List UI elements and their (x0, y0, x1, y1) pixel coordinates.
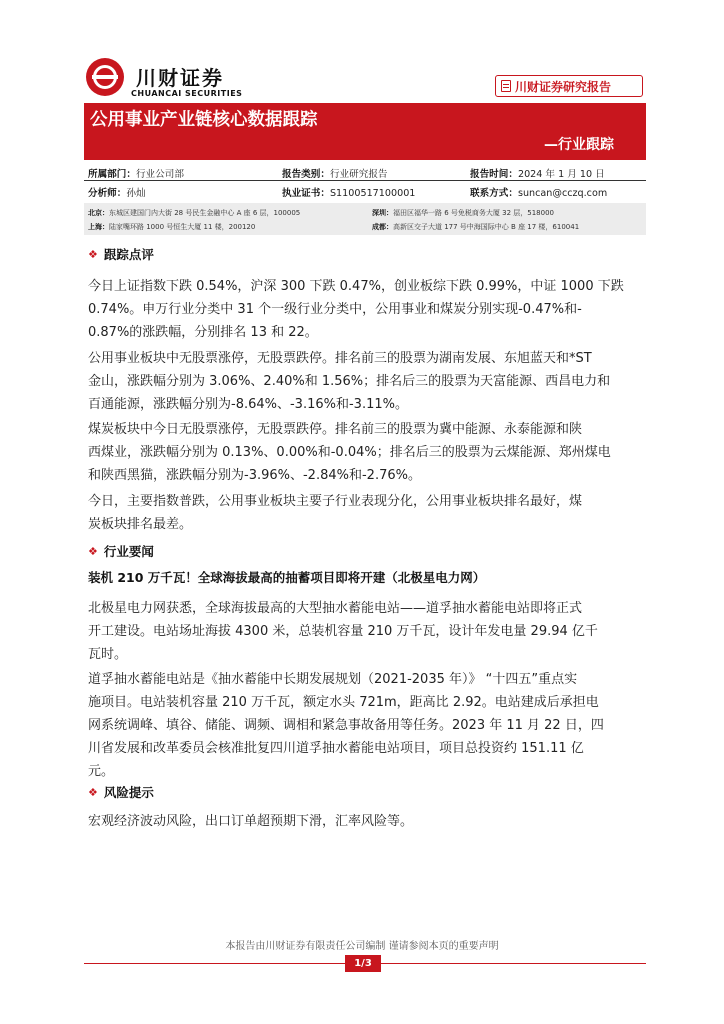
page-number: 1/3 (345, 955, 381, 972)
info-cert (282, 185, 415, 199)
diamond-bullet-icon: ❖ (88, 544, 98, 558)
diamond-bullet-icon: ❖ (88, 247, 98, 261)
type-value: 行业研究报告 (329, 169, 388, 180)
info-analyst (88, 185, 146, 199)
review-p3-line2: 西煤业，涨跌幅分别为 0.13%、0.00%和-0.04%；排名后三的股票为云煤能源、郑州煤电 (88, 445, 611, 460)
contact-label: 联系方式： (470, 188, 518, 199)
time-label: 报告时间： (470, 169, 518, 180)
news-p1-line2: 开工建设。电站场址海拔 4300 米，总装机容量 210 万千瓦，设计年发电量 29.94 亿千 (88, 624, 598, 639)
document-icon (501, 80, 511, 92)
info-contact (470, 185, 607, 199)
cert-label: 执业证书： (282, 188, 330, 199)
report-tag-label: 川财证券研究报告 (515, 79, 612, 94)
analyst-value: 孙灿 (126, 188, 146, 199)
time-value: 2024 年 1 月 10 日 (517, 169, 605, 180)
news-p2-line1: 道孚抽水蓄能电站是《抽水蓄能中长期发展规划（2021-2035 年）》 “十四五”重点实 (88, 672, 578, 687)
review-p1-line1: 今日上证指数下跌 0.54%，沪深 300 下跌 0.47%，创业板综下跌 0.99%，中证 1000 下跌 (88, 279, 624, 294)
address-shenzhen: 深圳：福田区福华一路 6 号免税商务大厦 32 层，518000 (372, 209, 554, 217)
report-tag (495, 75, 643, 97)
news-p2-line2: 施项目。电站装机容量 210 万千瓦，额定水头 721m，距高比 2.92。电站建成后承担电 (88, 695, 599, 710)
news-p1-line1: 北极星电力网获悉，全球海拔最高的大型抽水蓄能电站——道孚抽水蓄能电站即将正式 (88, 601, 583, 616)
section-risk-heading (88, 783, 154, 801)
section-news-heading (88, 542, 154, 560)
address-chengdu: 成都：高新区交子大道 177 号中海国际中心 B 座 17 楼，610041 (372, 223, 580, 231)
company-logo-icon (86, 58, 124, 96)
section-review-title: 跟踪点评 (103, 247, 154, 262)
review-p1-line2: 0.74%。申万行业分类中 31 个一级行业分类中，公用事业和煤炭分别实现-0.47%和- (88, 302, 582, 317)
type-label: 报告类别： (282, 169, 330, 180)
info-type (282, 166, 388, 180)
news-headline: 装机 210 万千瓦！全球海拔最高的抽蓄项目即将开建（北极星电力网） (88, 570, 486, 585)
info-dept (88, 166, 184, 180)
report-subtitle: —行业跟踪 (544, 137, 614, 153)
section-risk-title: 风险提示 (103, 785, 154, 800)
review-p2-line3: 百通能源，涨跌幅分别为-8.64%、-3.16%和-3.11%。 (88, 397, 408, 412)
info-divider (84, 180, 646, 181)
news-p2-line4: 川省发展和改革委员会核准批复四川道孚抽水蓄能电站项目，项目总投资约 151.11 亿 (88, 741, 584, 756)
review-p2-line1: 公用事业板块中无股票涨停，无股票跌停。排名前三的股票为湖南发展、东旭蓝天和*ST (88, 351, 592, 366)
review-p3-line1: 煤炭板块中今日无股票涨停，无股票跌停。排名前三的股票为冀中能源、永泰能源和陕 (88, 422, 583, 437)
footer-disclaimer: 本报告由川财证券有限责任公司编制 谨请参阅本页的重要声明 (225, 941, 499, 952)
news-p1-line3: 瓦时。 (88, 647, 128, 662)
report-title: 公用事业产业链核心数据跟踪 (90, 110, 318, 130)
address-beijing: 北京：东城区建国门内大街 28 号民生金融中心 A 座 6 层，100005 (88, 209, 301, 217)
section-news-title: 行业要闻 (103, 544, 154, 559)
review-p4-line2: 炭板块排名最差。 (88, 517, 193, 532)
analyst-label: 分析师： (88, 188, 127, 199)
news-p2-line5: 元。 (88, 764, 115, 779)
brand-name-cn: 川财证券 (136, 66, 224, 90)
diamond-bullet-icon: ❖ (88, 785, 98, 799)
review-p4-line1: 今日，主要指数普跌，公用事业板块主要子行业表现分化，公用事业板块排名最好，煤 (88, 494, 583, 509)
review-p2-line2: 金山，涨跌幅分别为 3.06%、2.40%和 1.56%；排名后三的股票为天富能源、西昌电力和 (88, 374, 611, 389)
address-shanghai: 上海：陆家嘴环路 1000 号恒生大厦 11 楼，200120 (88, 223, 256, 231)
review-p3-line3: 和陕西黑猫，涨跌幅分别为-3.96%、-2.84%和-2.76%。 (88, 468, 421, 483)
dept-value: 行业公司部 (135, 169, 184, 180)
dept-label: 所属部门： (88, 169, 136, 180)
brand-name-en: CHUANCAI SECURITIES (131, 89, 243, 98)
info-time (470, 166, 605, 180)
risk-text: 宏观经济波动风险，出口订单超预期下滑，汇率风险等。 (88, 814, 414, 829)
news-p2-line3: 网系统调峰、填谷、储能、调频、调相和紧急事故备用等任务。2023 年 11 月 22 日，四 (88, 718, 604, 733)
review-p1-line3: 0.87%的涨跌幅，分别排名 13 和 22。 (88, 325, 318, 340)
contact-value: suncan@cczq.com (517, 188, 608, 199)
section-review-heading (88, 245, 154, 263)
cert-value: S1100517100001 (329, 188, 416, 199)
